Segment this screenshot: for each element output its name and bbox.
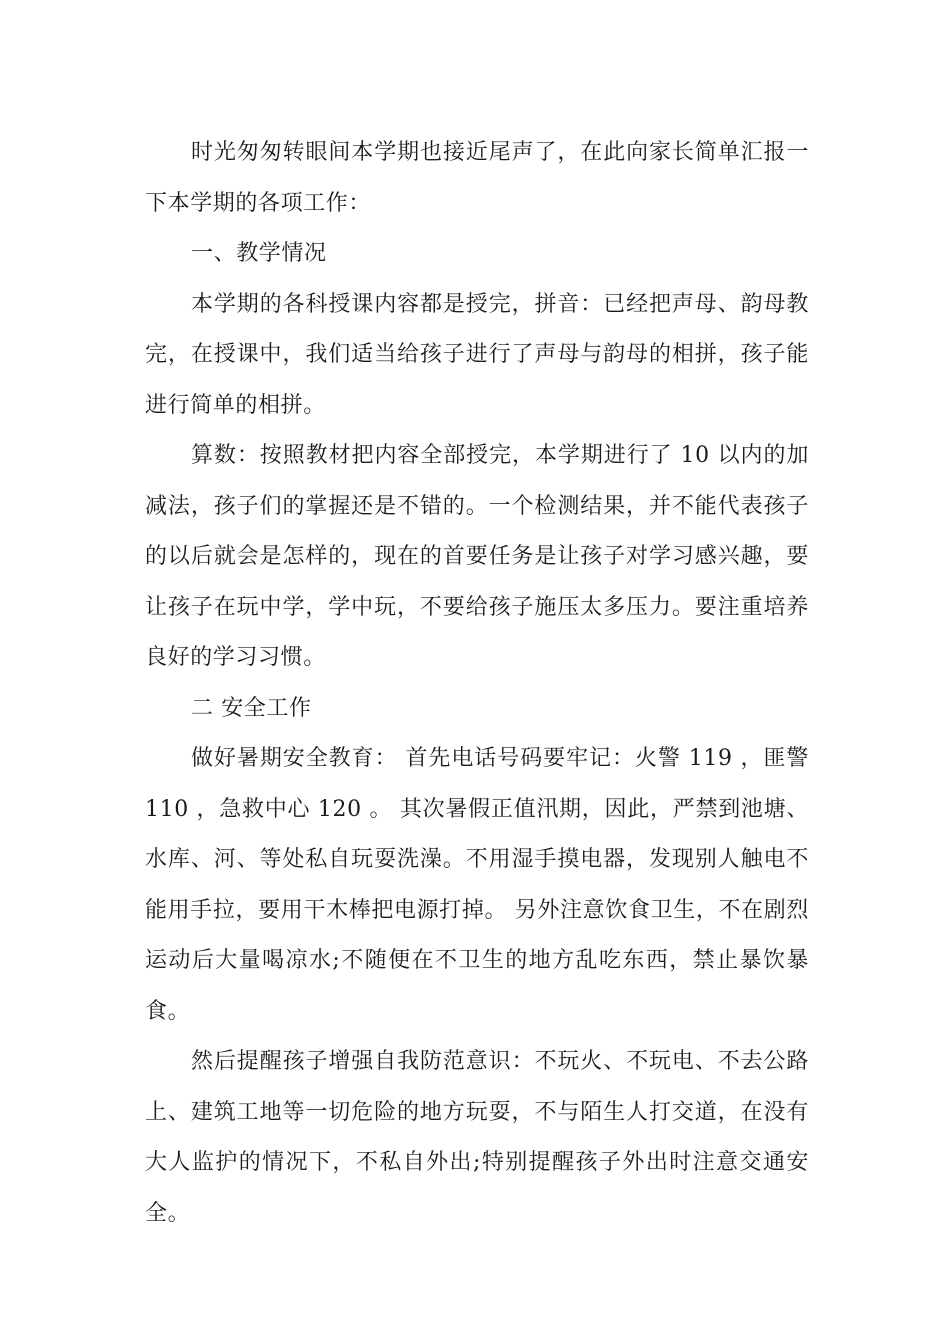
summer-safety-paragraph: 做好暑期安全教育： 首先电话号码要牢记：火警 119 ，匪警 110 ，急救中心 120 。 其次暑假正值汛期，因此，严禁到池塘、水库、河、等处私自玩耍洗澡。不用湿手摸电器，发现别人触电不能用手拉，要用干木棒把电源打掉。 另外注意饮食卫生，不在剧烈运动后大量喝凉水;不随便在不卫生的地方乱吃东西，禁止暴饮暴食。 [145, 746, 809, 1024]
document-body [145, 128, 809, 1239]
self-protection-paragraph: 然后提醒孩子增强自我防范意识：不玩火、不玩电、不去公路上、建筑工地等一切危险的地方玩耍，不与陌生人打交道，在没有大人监护的情况下，不私自外出;特别提醒孩子外出时注意交通安全。 [145, 1049, 809, 1226]
section-heading-safety: 二 安全工作 [191, 695, 312, 721]
math-paragraph: 算数：按照教材把内容全部授完，本学期进行了 10 以内的加减法，孩子们的掌握还是不错的。一个检测结果，并不能代表孩子的以后就会是怎样的，现在的首要任务是让孩子对学习感兴趣，要让孩子在玩中学，学中玩，不要给孩子施压太多压力。要注重培养良好的学习习惯。 [145, 443, 809, 670]
intro-paragraph: 时光匆匆转眼间本学期也接近尾声了，在此向家长简单汇报一下本学期的各项工作： [145, 140, 809, 216]
section-heading-teaching: 一、教学情况 [191, 241, 327, 266]
pinyin-paragraph: 本学期的各科授课内容都是授完，拼音：已经把声母、韵母教完，在授课中，我们适当给孩子进行了声母与韵母的相拼，孩子能进行简单的相拼。 [145, 291, 809, 418]
